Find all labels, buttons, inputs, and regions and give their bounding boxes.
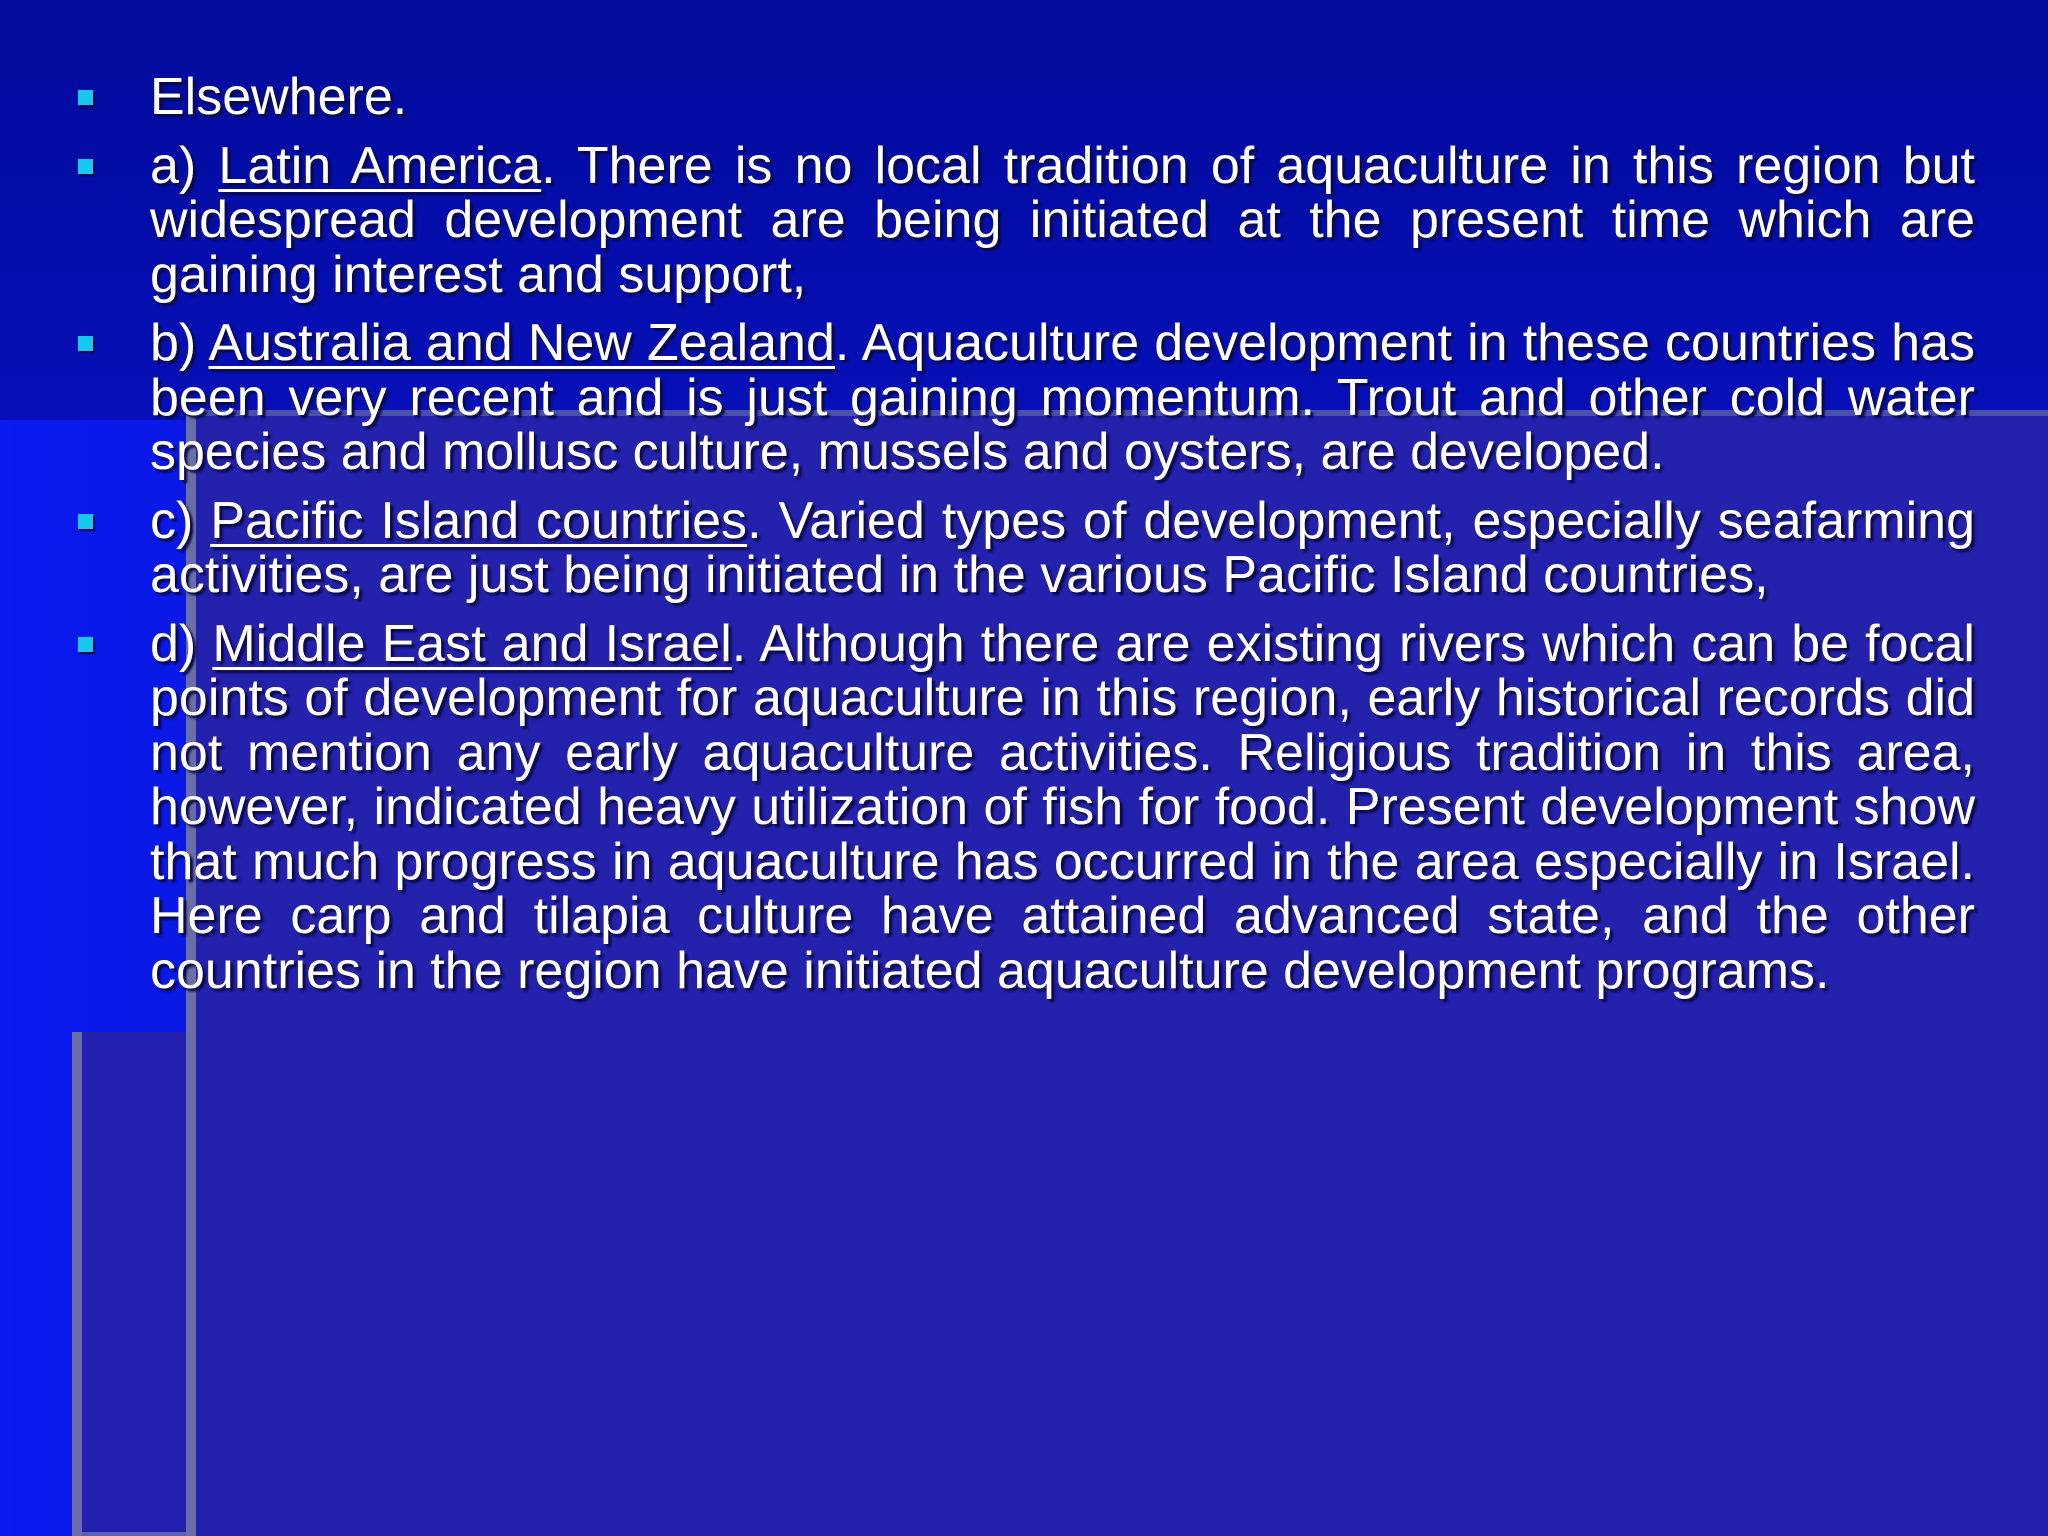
bullet-body: . Aquaculture development in these countries has been very recent and is just gaining momentum. Trout and other cold water species and mollusc culture, mussels and oysters, are developed. <box>150 314 1975 481</box>
bullet-prefix: b) <box>150 314 209 372</box>
square-bullet-icon <box>78 159 93 174</box>
square-bullet-icon <box>78 514 93 529</box>
bullet-item-latin-america <box>70 136 1976 304</box>
bullet-body: . Although there are existing rivers which can be focal points of development for aquaculture in this region, early historical records did not mention any early aquaculture activities. Religious tradition in this area, however, indicated heavy utilization of fish for food. Present development show that much progress in aquaculture has occurred in the area especially in Israel. Here carp and tilapia culture have attained advanced state, and the other countries in the region have initiated aquaculture development programs. <box>150 614 1975 1000</box>
bullet-item-australia-new-zealand <box>70 316 1975 480</box>
bullet-item-middle-east-israel <box>70 614 1975 1000</box>
bullet-prefix: a) <box>150 136 219 195</box>
bullet-body: . There is no local tradition of aquaculture in this region but widespread development are being initiated at the present time which are gaining interest and support, <box>150 136 1976 304</box>
square-bullet-icon <box>78 90 93 105</box>
bullet-text: Elsewhere. <box>150 68 408 126</box>
region-heading-middle-east-israel: Middle East and Israel <box>212 614 732 673</box>
bullet-prefix: c) <box>150 491 211 550</box>
region-heading-australia-new-zealand: Australia and New Zealand <box>208 314 835 372</box>
bullet-item-pacific-island <box>70 491 1976 604</box>
square-bullet-icon <box>78 637 93 652</box>
square-bullet-icon <box>78 336 93 351</box>
region-heading-latin-america: Latin America <box>218 136 542 195</box>
region-heading-pacific-island: Pacific Island countries <box>210 491 748 550</box>
background-panel-lower-edge <box>72 1032 82 1536</box>
slide-body <box>70 70 1975 1012</box>
bullet-item-elsewhere <box>70 70 1975 125</box>
bullet-body: . Varied types of development, especially seafarming activities, are just being initiated in the various Pacific Island countries, <box>150 491 1976 604</box>
bullet-prefix: d) <box>150 614 213 673</box>
